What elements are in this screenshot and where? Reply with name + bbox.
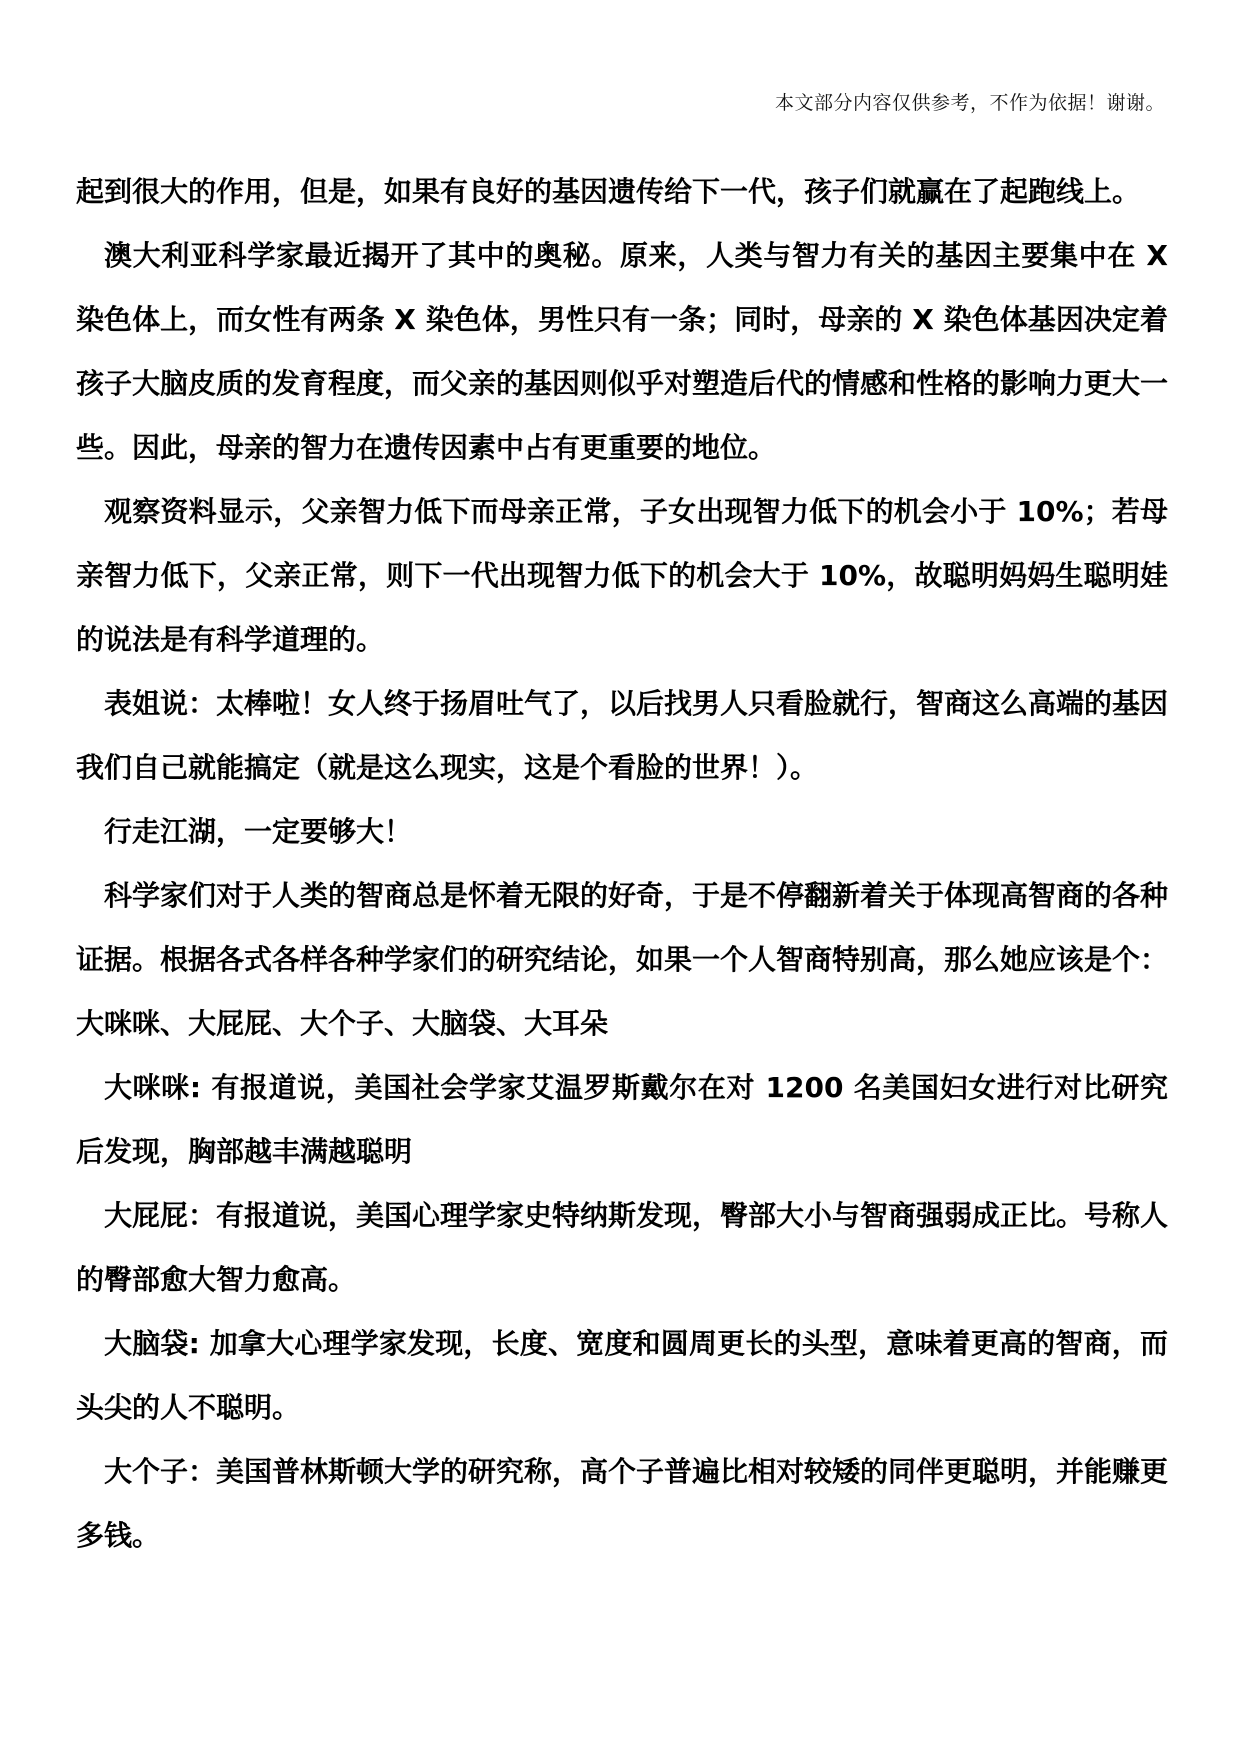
paragraph-big-chest: 大咪咪: 有报道说，美国社会学家艾温罗斯戴尔在对 1200 名美国妇女进行对比研究后发现，胸部越丰满越聪明 [76, 1071, 1168, 1168]
paragraph-tall: 大个子：美国普林斯顿大学的研究称，高个子普遍比相对较矮的同伴更聪明，并能赚更多钱。 [76, 1455, 1169, 1552]
paragraph-observation: 观察资料显示，父亲智力低下而母亲正常，子女出现智力低下的机会小于 10%；若母亲智力低下，父亲正常，则下一代出现智力低下的机会大于 10%，故聪明妈妈生聪明娃的说法是有科学道理的。 [76, 495, 1168, 656]
paragraph-big-head: 大脑袋: 加拿大心理学家发现，长度、宽度和圆周更长的头型，意味着更高的智商，而头尖的人不聪明。 [76, 1327, 1168, 1424]
document-body [76, 160, 1168, 1568]
paragraph-section-heading: 行走江湖，一定要够大！ [104, 815, 413, 848]
paragraph-x-chromosome: 澳大利亚科学家最近揭开了其中的奥秘。原来，人类与智力有关的基因主要集中在 X 染色体上，而女性有两条 X 染色体，男性只有一条；同时，母亲的 X 染色体基因决定着孩子大脑皮质的发育程度，而父亲的基因则似乎对塑造后代的情感和性格的影响力更大一些。因此，母亲的智力在遗传因素中占有更重要的地位。 [76, 239, 1169, 464]
paragraph-cousin-says: 表姐说：太棒啦！女人终于扬眉吐气了，以后找男人只看脸就行，智商这么高端的基因我们自己就能搞定（就是这么现实，这是个看脸的世界！）。 [76, 687, 1169, 784]
paragraph-big-hips: 大屁屁：有报道说，美国心理学家史特纳斯发现，臀部大小与智商强弱成正比。号称人的臀部愈大智力愈高。 [76, 1199, 1169, 1296]
paragraph-continuation: 起到很大的作用，但是，如果有良好的基因遗传给下一代，孩子们就赢在了起跑线上。 [76, 175, 1141, 208]
header-disclaimer: 本文部分内容仅供参考，不作为依据！谢谢。 [774, 92, 1165, 114]
paragraph-scientists-curiosity: 科学家们对于人类的智商总是怀着无限的好奇，于是不停翻新着关于体现高智商的各种证据。根据各式各样各种学家们的研究结论，如果一个人智商特别高，那么她应该是个：大咪咪、大屁屁、大个子、大脑袋、大耳朵 [76, 879, 1169, 1040]
